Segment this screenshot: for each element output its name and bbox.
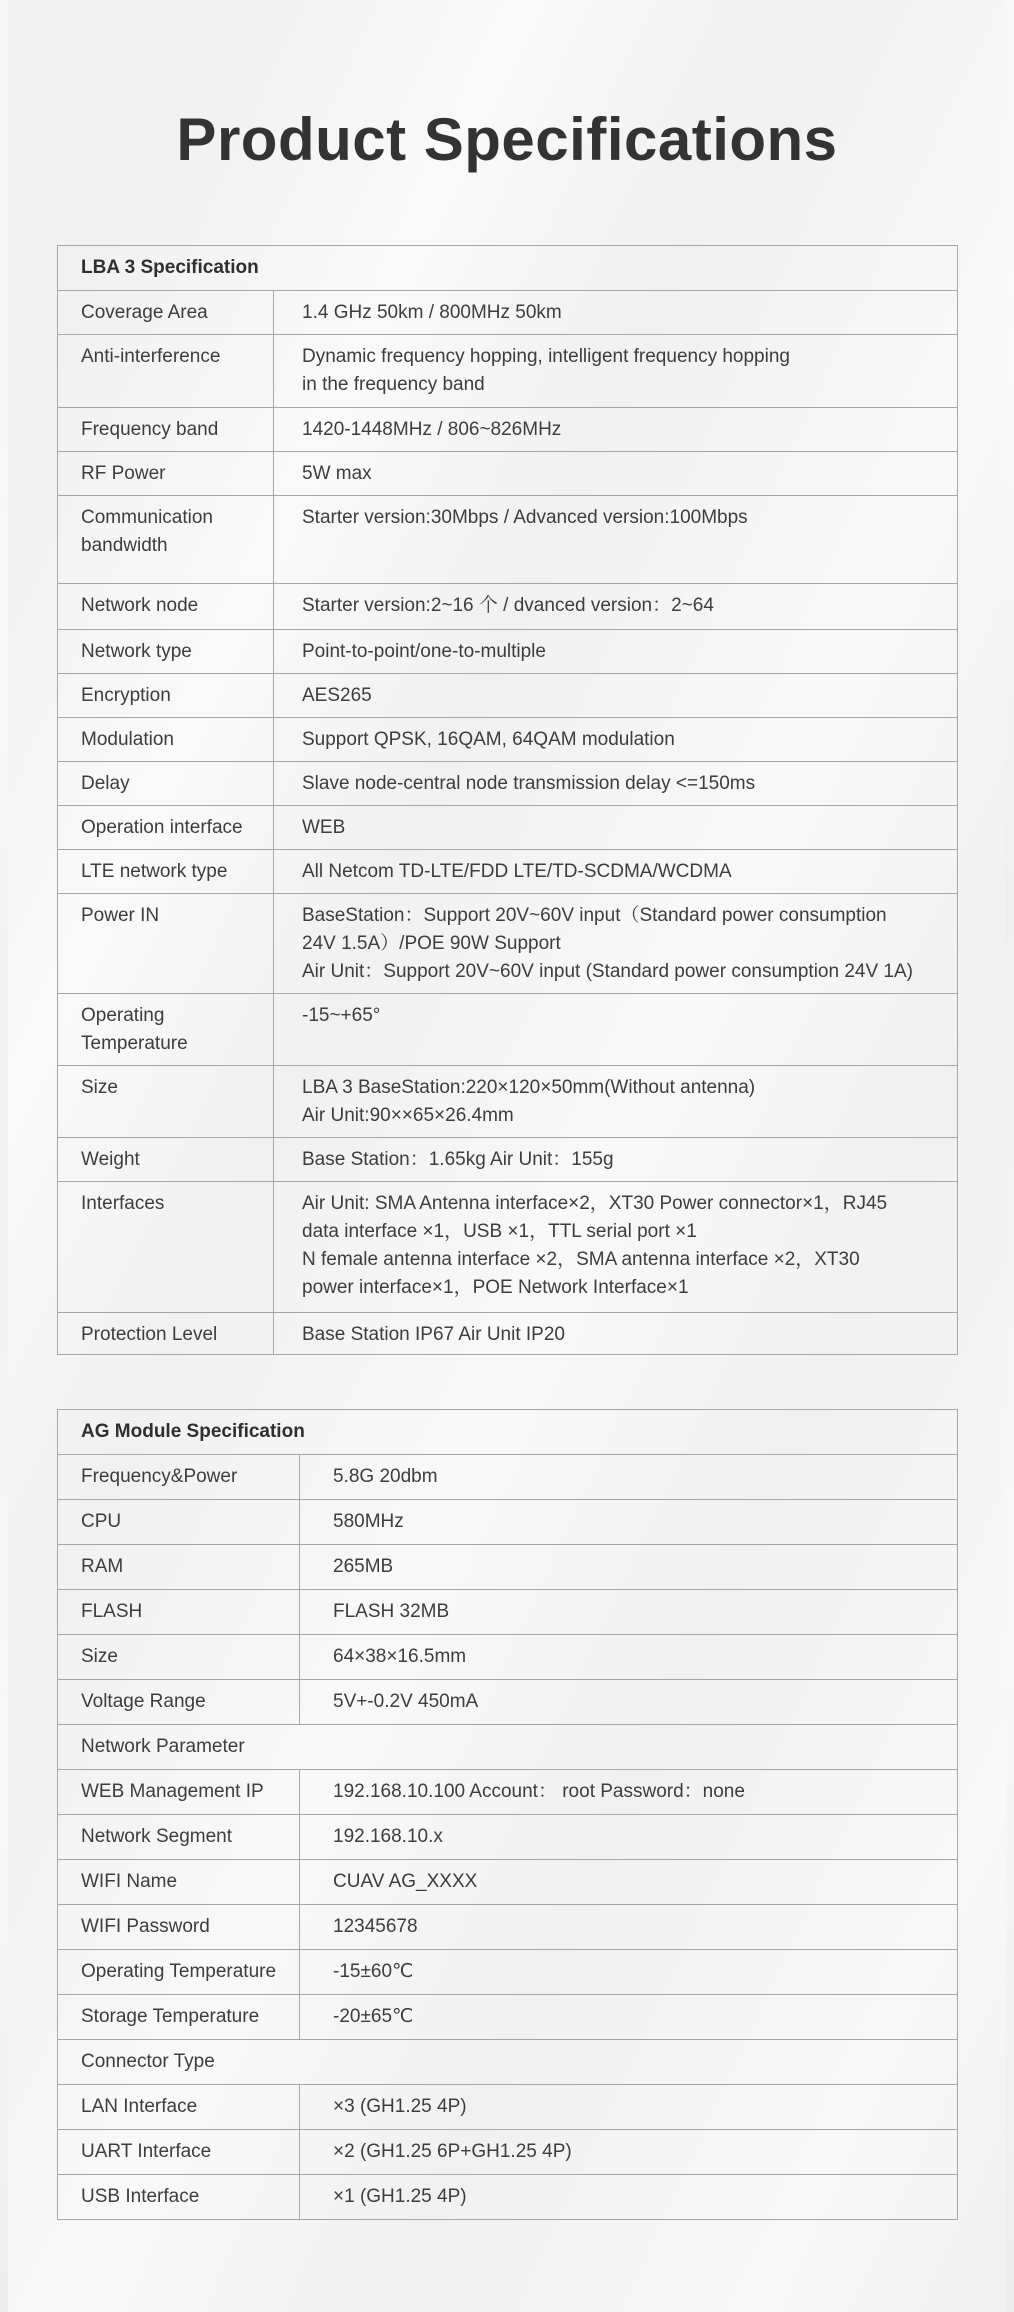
- spec-value-line: Base Station：1.65kg Air Unit：155g: [302, 1149, 614, 1170]
- spec-subheader: Network Parameter: [58, 1725, 958, 1770]
- spec-label: FLASH: [58, 1590, 300, 1635]
- spec-value: [274, 850, 958, 894]
- ag-spec-row: [58, 1500, 958, 1545]
- spec-value: [274, 806, 958, 850]
- spec-label: CPU: [58, 1500, 300, 1545]
- spec-label: WEB Management IP: [58, 1770, 300, 1815]
- spec-value-line: Starter version:2~16 个 / dvanced version：2~64: [302, 595, 714, 616]
- spec-value-line: BaseStation：Support 20V~60V input（Standard power consumption: [302, 905, 887, 926]
- spec-value: [274, 408, 958, 452]
- spec-value: ×1 (GH1.25 4P): [300, 2175, 958, 2220]
- spec-value: [274, 1313, 958, 1355]
- spec-label: Operating Temperature: [58, 994, 274, 1066]
- ag-subheader-row: [58, 1725, 958, 1770]
- spec-value: [274, 718, 958, 762]
- ag-spec-header-row: [58, 1410, 958, 1455]
- spec-value-line: 24V 1.5A）/POE 90W Support: [302, 933, 561, 954]
- spec-value-line: 1420-1448MHz / 806~826MHz: [302, 419, 562, 440]
- spec-label: Frequency band: [58, 408, 274, 452]
- spec-value: CUAV AG_XXXX: [300, 1860, 958, 1905]
- ag-spec-row: [58, 1590, 958, 1635]
- spec-value-line: power interface×1，POE Network Interface×1: [302, 1277, 689, 1298]
- spec-value-line: WEB: [302, 817, 346, 838]
- spec-label: Delay: [58, 762, 274, 806]
- spec-label: LAN Interface: [58, 2085, 300, 2130]
- spec-value: [274, 291, 958, 335]
- lba-spec-row: [58, 718, 958, 762]
- spec-value: 192.168.10.100 Account： root Password：none: [300, 1770, 958, 1815]
- spec-value-line: data interface ×1，USB ×1，TTL serial port ×1: [302, 1221, 697, 1242]
- ag-spec-row: [58, 1995, 958, 2040]
- ag-spec-row: [58, 2085, 958, 2130]
- ag-spec-row: [58, 1860, 958, 1905]
- ag-spec-row: [58, 1905, 958, 1950]
- lba-spec-row: [58, 850, 958, 894]
- spec-label: WIFI Name: [58, 1860, 300, 1905]
- spec-value-line: Base Station IP67 Air Unit IP20: [302, 1324, 565, 1345]
- lba-spec-header: LBA 3 Specification: [58, 246, 958, 291]
- lba-spec-row: [58, 335, 958, 408]
- spec-label: LTE network type: [58, 850, 274, 894]
- ag-spec-row: [58, 2175, 958, 2220]
- spec-value: [274, 496, 958, 584]
- lba-spec-header-row: [58, 246, 958, 291]
- spec-label: WIFI Password: [58, 1905, 300, 1950]
- spec-value: [274, 584, 958, 630]
- lba-spec-row: [58, 452, 958, 496]
- lba-spec-row: [58, 894, 958, 994]
- spec-value: 580MHz: [300, 1500, 958, 1545]
- lba-spec-row: [58, 291, 958, 335]
- lba-spec-row: [58, 1138, 958, 1182]
- ag-spec-header: AG Module Specification: [58, 1410, 958, 1455]
- spec-label: RAM: [58, 1545, 300, 1590]
- spec-value-line: -15~+65°: [302, 1005, 381, 1026]
- spec-label: Network node: [58, 584, 274, 630]
- spec-value: [274, 1182, 958, 1313]
- spec-value: [274, 894, 958, 994]
- spec-value-line: Air Unit:90××65×26.4mm: [302, 1105, 514, 1126]
- spec-value: [274, 762, 958, 806]
- ag-spec-row: [58, 1635, 958, 1680]
- spec-value: [274, 335, 958, 408]
- spec-label: Anti-interference: [58, 335, 274, 408]
- spec-value: [274, 452, 958, 496]
- spec-value: [274, 630, 958, 674]
- lba-spec-row: [58, 408, 958, 452]
- ag-spec-row: [58, 2130, 958, 2175]
- ag-spec-row: [58, 1455, 958, 1500]
- spec-label: USB Interface: [58, 2175, 300, 2220]
- spec-value: FLASH 32MB: [300, 1590, 958, 1635]
- ag-spec-row: [58, 1770, 958, 1815]
- spec-value: ×2 (GH1.25 6P+GH1.25 4P): [300, 2130, 958, 2175]
- spec-label: Operating Temperature: [58, 1950, 300, 1995]
- ag-spec-row: [58, 1545, 958, 1590]
- ag-spec-row: [58, 1680, 958, 1725]
- spec-label: Size: [58, 1066, 274, 1138]
- lba-spec-row: [58, 762, 958, 806]
- spec-value-line: Point-to-point/one-to-multiple: [302, 641, 546, 662]
- spec-value: 5.8G 20dbm: [300, 1455, 958, 1500]
- spec-value-line: Support QPSK, 16QAM, 64QAM modulation: [302, 729, 675, 750]
- spec-value: [274, 674, 958, 718]
- spec-label: RF Power: [58, 452, 274, 496]
- spec-label: Operation interface: [58, 806, 274, 850]
- ag-subheader-row: [58, 2040, 958, 2085]
- spec-label: Weight: [58, 1138, 274, 1182]
- spec-label: Network Segment: [58, 1815, 300, 1860]
- spec-label: UART Interface: [58, 2130, 300, 2175]
- ag-spec-row: [58, 1815, 958, 1860]
- lba-spec-row: [58, 1182, 958, 1313]
- lba-spec-table: [57, 245, 958, 1355]
- spec-value: ×3 (GH1.25 4P): [300, 2085, 958, 2130]
- spec-value: 265MB: [300, 1545, 958, 1590]
- spec-value-line: All Netcom TD-LTE/FDD LTE/TD-SCDMA/WCDMA: [302, 861, 732, 882]
- lba-spec-row: [58, 1313, 958, 1355]
- spec-value: 5V+-0.2V 450mA: [300, 1680, 958, 1725]
- spec-label: Size: [58, 1635, 300, 1680]
- spec-label: Encryption: [58, 674, 274, 718]
- spec-label: Interfaces: [58, 1182, 274, 1313]
- spec-subheader: Connector Type: [58, 2040, 958, 2085]
- spec-label: Voltage Range: [58, 1680, 300, 1725]
- ag-spec-row: [58, 1950, 958, 1995]
- spec-value-line: Dynamic frequency hopping, intelligent frequency hopping: [302, 346, 790, 367]
- spec-label: Modulation: [58, 718, 274, 762]
- spec-value-line: AES265: [302, 685, 372, 706]
- lba-spec-row: [58, 584, 958, 630]
- lba-spec-row: [58, 674, 958, 718]
- spec-label: Frequency&Power: [58, 1455, 300, 1500]
- spec-label: Network type: [58, 630, 274, 674]
- spec-value-line: Starter version:30Mbps / Advanced version:100Mbps: [302, 507, 748, 528]
- spec-value-line: Slave node-central node transmission delay <=150ms: [302, 773, 756, 794]
- spec-value-line: N female antenna interface ×2，SMA antenna interface ×2，XT30: [302, 1249, 860, 1270]
- spec-value: 12345678: [300, 1905, 958, 1950]
- spec-value: 64×38×16.5mm: [300, 1635, 958, 1680]
- spec-value-line: 1.4 GHz 50km / 800MHz 50km: [302, 302, 562, 323]
- spec-label: Storage Temperature: [58, 1995, 300, 2040]
- page-title: Product Specifications: [176, 106, 838, 173]
- lba-spec-row: [58, 496, 958, 584]
- spec-label: Communication bandwidth: [58, 496, 274, 584]
- lba-spec-row: [58, 1066, 958, 1138]
- spec-label: Coverage Area: [58, 291, 274, 335]
- spec-value-line: Air Unit: SMA Antenna interface×2，XT30 Power connector×1，RJ45: [302, 1193, 888, 1214]
- spec-value: [274, 1138, 958, 1182]
- spec-value: -15±60℃: [300, 1950, 958, 1995]
- spec-value: [274, 994, 958, 1066]
- lba-spec-row: [58, 630, 958, 674]
- spec-value-line: in the frequency band: [302, 374, 485, 395]
- spec-value: 192.168.10.x: [300, 1815, 958, 1860]
- spec-value: -20±65℃: [300, 1995, 958, 2040]
- spec-value: [274, 1066, 958, 1138]
- spec-label: Power IN: [58, 894, 274, 994]
- spec-label: Protection Level: [58, 1313, 274, 1355]
- lba-spec-row: [58, 806, 958, 850]
- spec-value-line: 5W max: [302, 463, 372, 484]
- spec-value-line: Air Unit：Support 20V~60V input (Standard power consumption 24V 1A): [302, 961, 913, 982]
- spec-value-line: LBA 3 BaseStation:220×120×50mm(Without antenna): [302, 1077, 756, 1098]
- lba-spec-row: [58, 994, 958, 1066]
- ag-spec-table: [57, 1409, 958, 2220]
